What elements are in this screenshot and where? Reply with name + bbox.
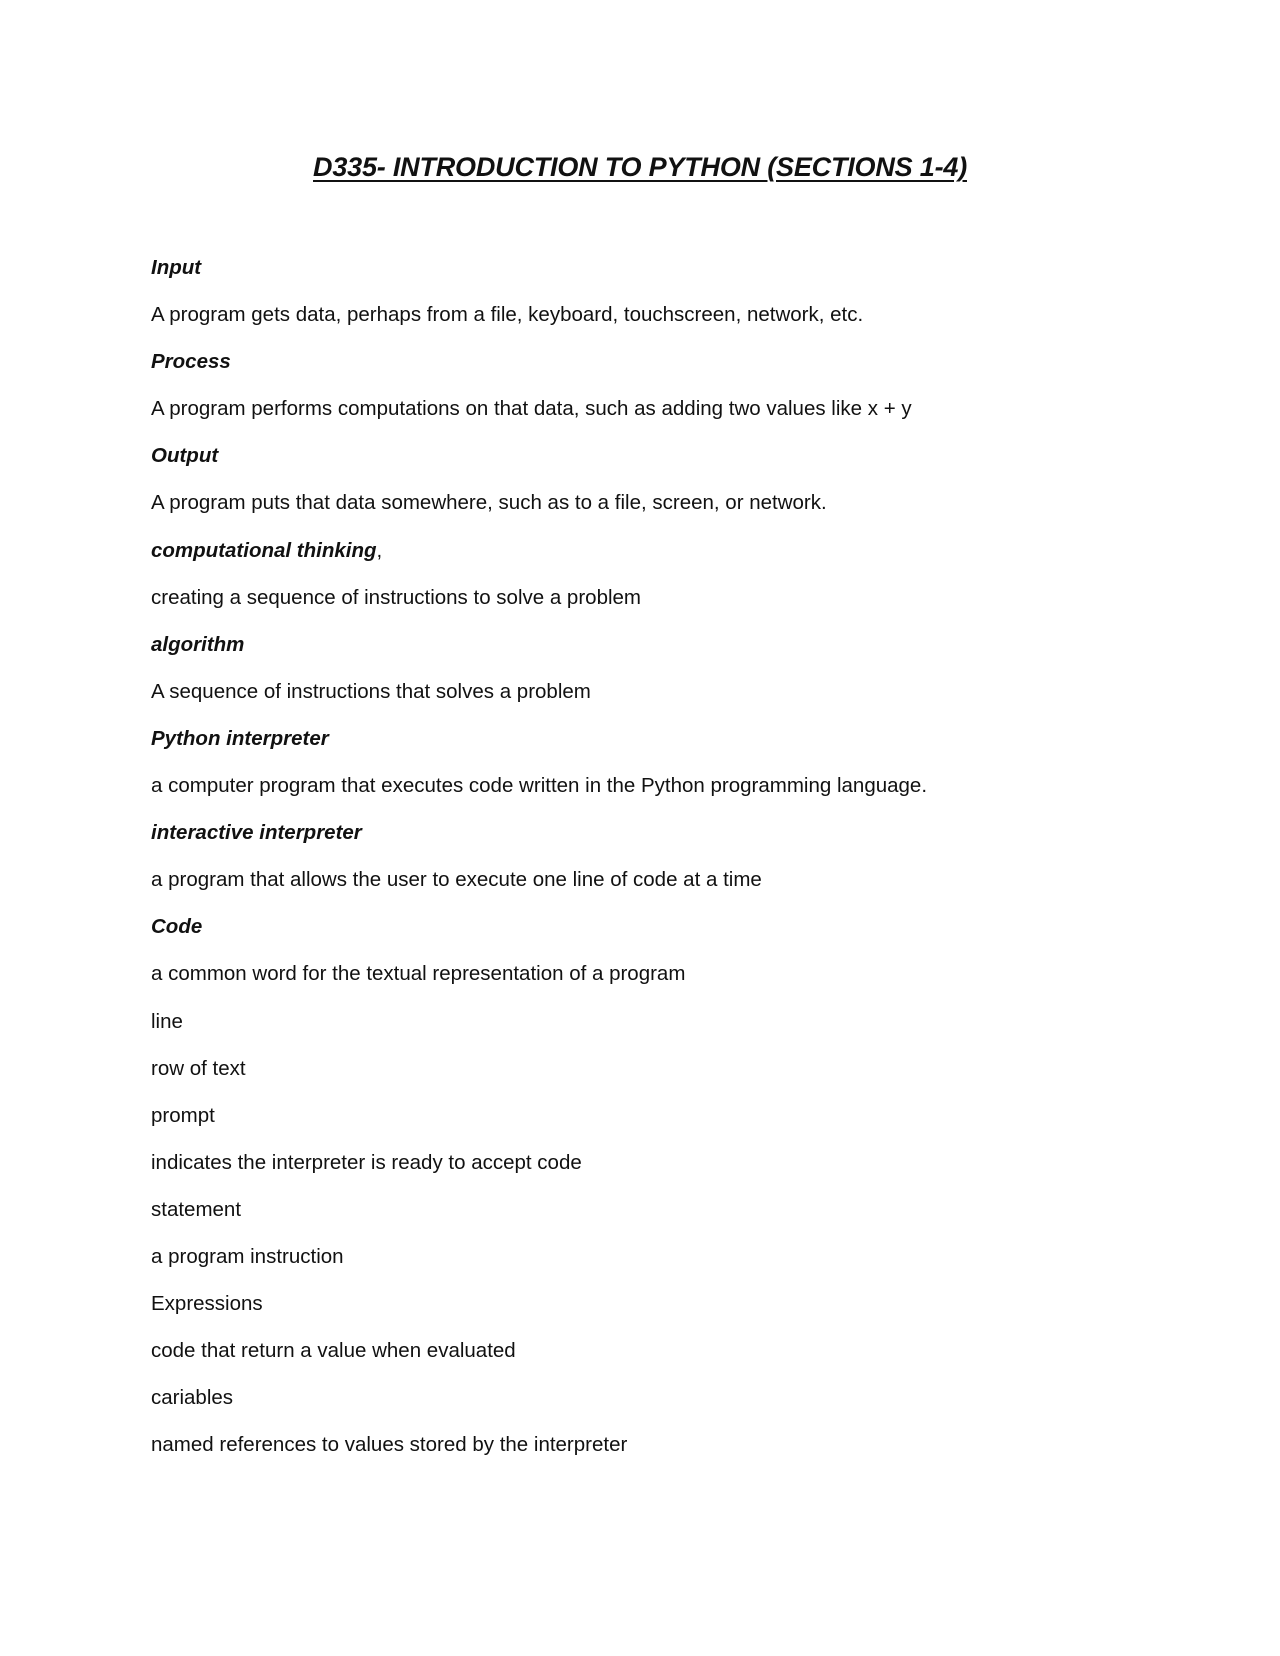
definition-cariables: named references to values stored by the interpreter: [151, 1433, 628, 1457]
term-label: Python interpreter: [151, 726, 329, 750]
term-label: Output: [151, 444, 219, 468]
term-expressions: Expressions: [151, 1292, 263, 1316]
definition-computational-thinking: creating a sequence of instructions to solve a problem: [151, 585, 641, 609]
definition-algorithm: A sequence of instructions that solves a problem: [151, 679, 591, 703]
term-interactive-interpreter: [151, 823, 1151, 870]
term-line: line: [151, 1009, 183, 1033]
definition-output: A program puts that data somewhere, such as to a file, screen, or network.: [151, 491, 827, 515]
glossary-list: [151, 258, 1151, 1482]
term-input: [151, 258, 1151, 305]
term-suffix: ,: [376, 538, 383, 562]
definition-interactive-interpreter: a program that allows the user to execute one line of code at a time: [151, 868, 762, 892]
term-label: Code: [151, 915, 203, 939]
term-label: computational thinking: [151, 538, 377, 562]
term-code: [151, 917, 1151, 964]
document-title: D335- INTRODUCTION TO PYTHON (SECTIONS 1-4): [313, 152, 967, 182]
term-cariables: cariables: [151, 1386, 234, 1410]
term-label: Process: [151, 350, 231, 374]
term-computational-thinking: [151, 538, 1151, 588]
definition-python-interpreter: a computer program that executes code written in the Python programming language.: [151, 774, 928, 798]
definition-input: A program gets data, perhaps from a file, keyboard, touchscreen, network, etc.: [151, 303, 864, 327]
definition-process: A program performs computations on that data, such as adding two values like x + y: [151, 397, 912, 421]
term-prompt: prompt: [151, 1103, 215, 1127]
term-label: algorithm: [151, 632, 245, 656]
term-python-interpreter: [151, 726, 1151, 776]
term-statement: statement: [151, 1197, 242, 1221]
term-algorithm: [151, 632, 1151, 682]
definition-expressions: code that return a value when evaluated: [151, 1339, 516, 1363]
definition-code: a common word for the textual representation of a program: [151, 962, 686, 986]
definition-line: row of text: [151, 1056, 246, 1080]
term-output: [151, 446, 1151, 493]
definition-statement: a program instruction: [151, 1244, 344, 1268]
term-label: interactive interpreter: [151, 821, 362, 845]
term-process: [151, 352, 1151, 399]
definition-prompt: indicates the interpreter is ready to accept code: [151, 1150, 582, 1174]
term-label: Input: [151, 256, 202, 279]
